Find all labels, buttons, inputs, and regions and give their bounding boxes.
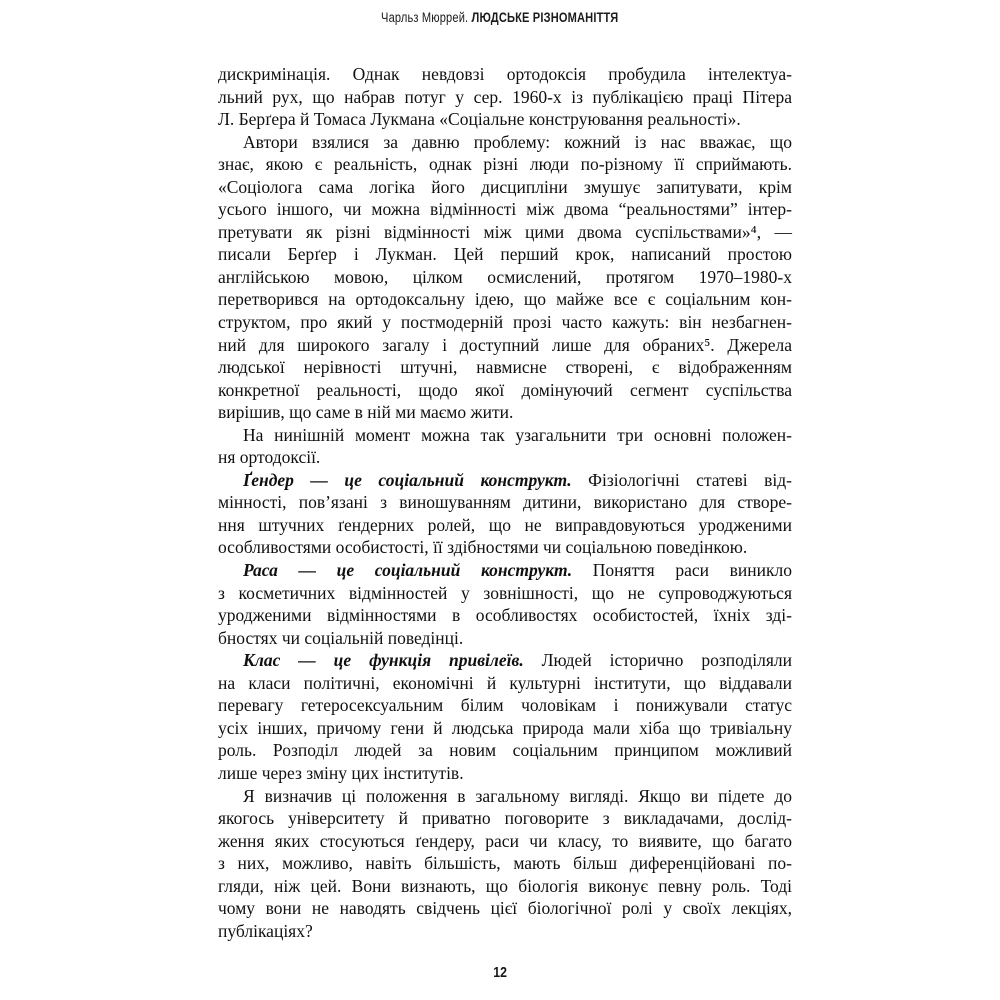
text-line: конкретної реальності, щодо якої домінуючий сегмент суспільства <box>218 379 792 400</box>
text-line: ження яких стосуються ґендеру, раси чи класу, то виявите, що багато <box>218 830 792 851</box>
text-line: усіх інших, причому гени й людська природа мали хіба що тривіальну <box>218 717 792 738</box>
running-header <box>0 10 1000 25</box>
text-line: льний рух, що набрав потуг у сер. 1960-х із публікацією праці Пітера <box>218 86 792 107</box>
text-line: Клас — це функція привілеїв. Людей історично розподіляли <box>243 650 792 671</box>
text-line: лише через зміну цих інститутів. <box>218 762 464 783</box>
running-header-text <box>381 10 618 25</box>
paragraph-lead-phrase: Клас — це функція привілеїв. <box>243 650 524 671</box>
page-number-value: 12 <box>493 965 507 981</box>
paragraph-lead-phrase: Раса — це соціальний конструкт. <box>243 560 573 581</box>
text-line: Л. Берґера й Томаса Лукмана «Соціальне конструювання реальності». <box>218 109 741 130</box>
text-line: «Соціолога сама логіка його дисципліни змушує запитувати, крім <box>218 176 792 197</box>
text-line: бностях чи соціальній поведінці. <box>218 627 464 648</box>
text-line: людської нерівності штучні, навмисне створені, є відображенням <box>218 357 792 378</box>
text-line: дискримінація. Однак невдовзі ортодоксія пробудила інтелектуа- <box>218 64 792 84</box>
text-line: ння штучних ґендерних ролей, що не виправдовуються уродженими <box>218 514 792 535</box>
text-line: уродженими відмінностями в особливостях особистостей, їхніх зді- <box>218 605 792 626</box>
text-line: претувати як різні відмінності між цими двома суспільствами»⁴, — <box>218 221 792 242</box>
text-line: Я визначив ці положення в загальному вигляді. Якщо ви підете до <box>243 785 792 806</box>
text-line: Раса — це соціальний конструкт. Поняття раси виникло <box>243 560 792 581</box>
text-line: структом, про який у постмодерній прозі часто кажуть: він незбагнен- <box>218 312 792 333</box>
text-line: вирішив, що саме в ній ми маємо жити. <box>218 402 514 423</box>
text-line: чому вони не наводять свідчень цієї біологічної ролі у своїх лекціях, <box>218 898 792 919</box>
text-line: якогось університету й приватно поговорите з викладачами, дослід- <box>218 808 792 829</box>
text-line: роль. Розподіл людей за новим соціальним принципом можливий <box>218 740 792 761</box>
text-line: писали Берґер і Лукман. Цей перший крок, написаний простою <box>218 244 792 265</box>
text-line: з них, можливо, навіть більшість, мають більш диференційовані по- <box>218 853 792 874</box>
text-line: ний для широкого загалу і доступний лише для обраних⁵. Джерела <box>218 334 792 355</box>
text-line: ня ортодоксії. <box>218 447 321 468</box>
text-line: перетворився на ортодоксальну ідею, що майже все є соціальним кон- <box>218 289 792 310</box>
text-line: мінності, пов’язані з виношуванням дитини, використано для створе- <box>218 492 792 513</box>
body-text <box>218 63 792 942</box>
text-line: На нинішній момент можна так узагальнити три основні положен- <box>243 424 792 445</box>
paragraph-lead-phrase: Ґендер — це соціальний конструкт. <box>243 469 572 490</box>
page-number <box>0 965 1000 981</box>
text-line: на класи політичні, економічні й культурні інститути, що віддавали <box>218 672 792 693</box>
author-name: Чарльз Мюррей. <box>381 10 469 25</box>
text-line: перевагу гетеросексуальним білим чоловікам і понижували статус <box>218 695 792 716</box>
text-line: особливостями особистості, її здібностями чи соціальною поведінкою. <box>218 537 748 558</box>
text-line: публікаціях? <box>218 920 313 941</box>
text-line: Ґендер — це соціальний конструкт. Фізіологічні статеві від- <box>243 469 793 490</box>
text-line: Автори взялися за давню проблему: кожний із нас вважає, що <box>243 131 792 152</box>
text-line: англійською мовою, цілком осмислений, протягом 1970–1980-х <box>218 266 792 287</box>
text-line: гляди, ніж цей. Вони визнають, що біологія виконує певну роль. Тоді <box>218 875 792 896</box>
text-line: з косметичних відмінностей у зовнішності, що не супроводжуються <box>218 582 792 603</box>
text-line: усього іншого, чи можна відмінності між двома “реальностями” інтер- <box>218 199 792 220</box>
book-title: ЛЮДСЬКЕ РІЗНОМАНІТТЯ <box>471 10 619 25</box>
text-line: знає, якою є реальність, однак різні люди по-різному її сприймають. <box>218 154 792 175</box>
